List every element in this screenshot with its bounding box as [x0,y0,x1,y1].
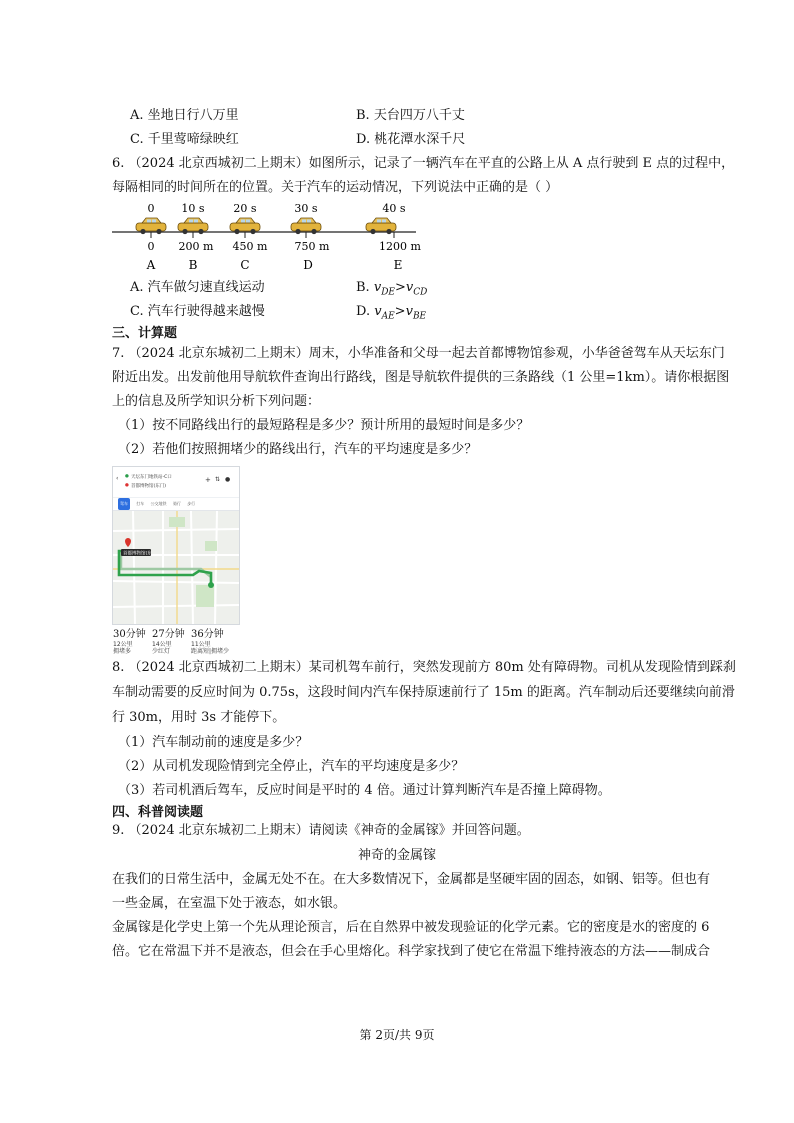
q5-option-c: C. 千里莺啼绿映红 [130,132,239,147]
point-label-e: E [393,258,403,272]
car-motion-diagram [108,198,428,276]
time-label-4: 40 s [382,202,406,215]
q7-stem-line2: 附近出发。出发前他用导航软件查询出行路线，图是导航软件提供的三条路线（1 公里=1km）。请你根据图 [112,370,730,385]
section-4-heading: 四、科普阅读题 [112,805,204,820]
route-1-distance: 12公里 [113,641,133,648]
route-2-note: 少红灯 [152,648,171,655]
route-1-time: 30分钟 [113,629,146,640]
route-3-distance: 11公里 [191,641,211,648]
q5-option-a: A. 坐地日行八万里 [130,108,239,123]
route-to: 首都博物馆(东门) [131,484,167,489]
tab-transit[interactable]: 公交地铁 [150,501,167,506]
distance-label-1: 200 m [178,240,214,253]
q6-option-d: D. $v_{AE}>v_{BE}$ [356,304,427,322]
q7-sub-question-2: （2）若他们按照拥堵少的路线出行，汽车的平均速度是多少？ [118,442,478,457]
map-canvas [113,511,239,624]
add-stop-icon: + [205,476,211,484]
q7-stem-line3: 上的信息及所学知识分析下列问题： [112,394,321,409]
q8-stem-line1: 8. （2024 北京西城初二上期末）某司机驾车前行，突然发现前方 80m 处有障碍物。司机从发现险情到踩刹 [112,660,736,675]
point-label-c: C [240,258,250,272]
time-label-1: 10 s [181,202,205,215]
article-paragraph-2a: 金属镓是化学史上第一个先从理论预言，后在自然界中被发现验证的化学元素。它的密度是水的密度的 6 [112,920,710,935]
route-3-time: 36分钟 [191,629,224,640]
point-label-b: B [188,258,198,272]
navigation-map-screenshot [112,466,240,625]
q6-option-b: B. $v_{DE}>v_{CD}$ [356,280,428,298]
distance-label-3: 750 m [294,240,330,253]
voice-icon: ● [225,476,231,483]
tab-taxi[interactable]: 打车 [136,501,145,506]
route-from: 天坛东门地铁站-C口 [131,475,172,480]
q5-option-d: D. 桃花潭水深千尺 [356,132,466,147]
tab-drive[interactable]: 驾车 [118,498,130,510]
back-arrow-icon: ‹ [116,475,119,482]
q7-sub-question-1: （1）按不同路线出行的最短路程是多少？预计所用的最短时间是多少？ [118,418,530,433]
route-1-note: 拥堵多 [113,648,132,655]
tab-walk[interactable]: 步行 [187,501,196,506]
start-dot-icon: ● [125,474,129,479]
distance-label-0: 0 [147,240,155,253]
q8-sub-question-1: （1）汽车制动前的速度是多少？ [118,735,309,750]
distance-label-2: 450 m [232,240,268,253]
article-paragraph-2b: 倍。它在常温下并不是液态，但会在手心里熔化。科学家找到了使它在常温下维持液态的方法——制成合 [112,944,711,959]
point-label-d: D [303,258,313,272]
q6-option-c: C. 汽车行驶得越来越慢 [130,304,265,319]
destination-label: 首都博物馆(东 [123,551,152,557]
q6-stem-line1: 6. （2024 北京西城初二上期末）如图所示，记录了一辆汽车在平直的公路上从 A 点行驶到 E 点的过程中， [112,156,735,171]
q6-option-a: A. 汽车做匀速直线运动 [130,280,265,295]
distance-label-4: 1200 m [379,240,421,253]
q5-option-b: B. 天台四万八千丈 [356,108,465,123]
article-title: 神奇的金属镓 [357,848,436,863]
map-route-header [113,467,239,497]
q8-sub-question-2: （2）从司机发现险情到完全停止，汽车的平均速度是多少？ [118,759,465,774]
article-paragraph-1b: 一些金属，在室温下处于液态，如水银。 [112,896,347,911]
route-2-distance: 14公里 [152,641,172,648]
time-label-2: 20 s [233,202,257,215]
time-label-0: 0 [147,202,155,215]
tab-bike[interactable]: 骑行 [172,501,181,506]
point-label-a: A [146,258,156,272]
route-option-2[interactable] [152,629,185,655]
time-label-3: 30 s [294,202,318,215]
route-2-time: 27分钟 [152,629,185,640]
swap-icon: ⇅ [215,476,221,483]
q7-stem-line1: 7. （2024 北京东城初二上期末）周末，小华准备和父母一起去首都博物馆参观，小华爸爸驾车从天坛东门 [112,346,725,361]
q6-stem-line2: 每隔相同的时间所在的位置。关于汽车的运动情况，下列说法中正确的是（ ） [112,180,559,195]
section-3-heading: 三、计算题 [112,326,178,341]
q8-stem-line3: 行 30m，用时 3s 才能停下。 [112,710,286,725]
q9-stem: 9. （2024 北京东城初二上期末）请阅读《神奇的金属镓》并回答问题。 [112,823,530,838]
q8-stem-line2: 车制动需要的反应时间为 0.75s，这段时间内汽车保持原速前行了 15m 的距离。汽车制动后还要继续向前滑 [112,685,735,700]
article-paragraph-1a: 在我们的日常生活中，金属无处不在。在大多数情况下，金属都是坚硬牢固的固态，如钢、铝等。但也有 [112,872,711,887]
map-transport-tabs [113,498,239,511]
q8-sub-question-3: （3）若司机酒后驾车，反应时间是平时的 4 倍。通过计算判断汽车是否撞上障碍物。 [118,783,611,798]
route-option-1[interactable] [113,629,146,655]
end-dot-icon: ● [125,483,129,488]
route-option-3[interactable] [191,629,229,655]
page-number: 第 2页/共 9页 [359,1028,435,1042]
route-3-note: 距离短|拥堵少 [191,648,230,655]
